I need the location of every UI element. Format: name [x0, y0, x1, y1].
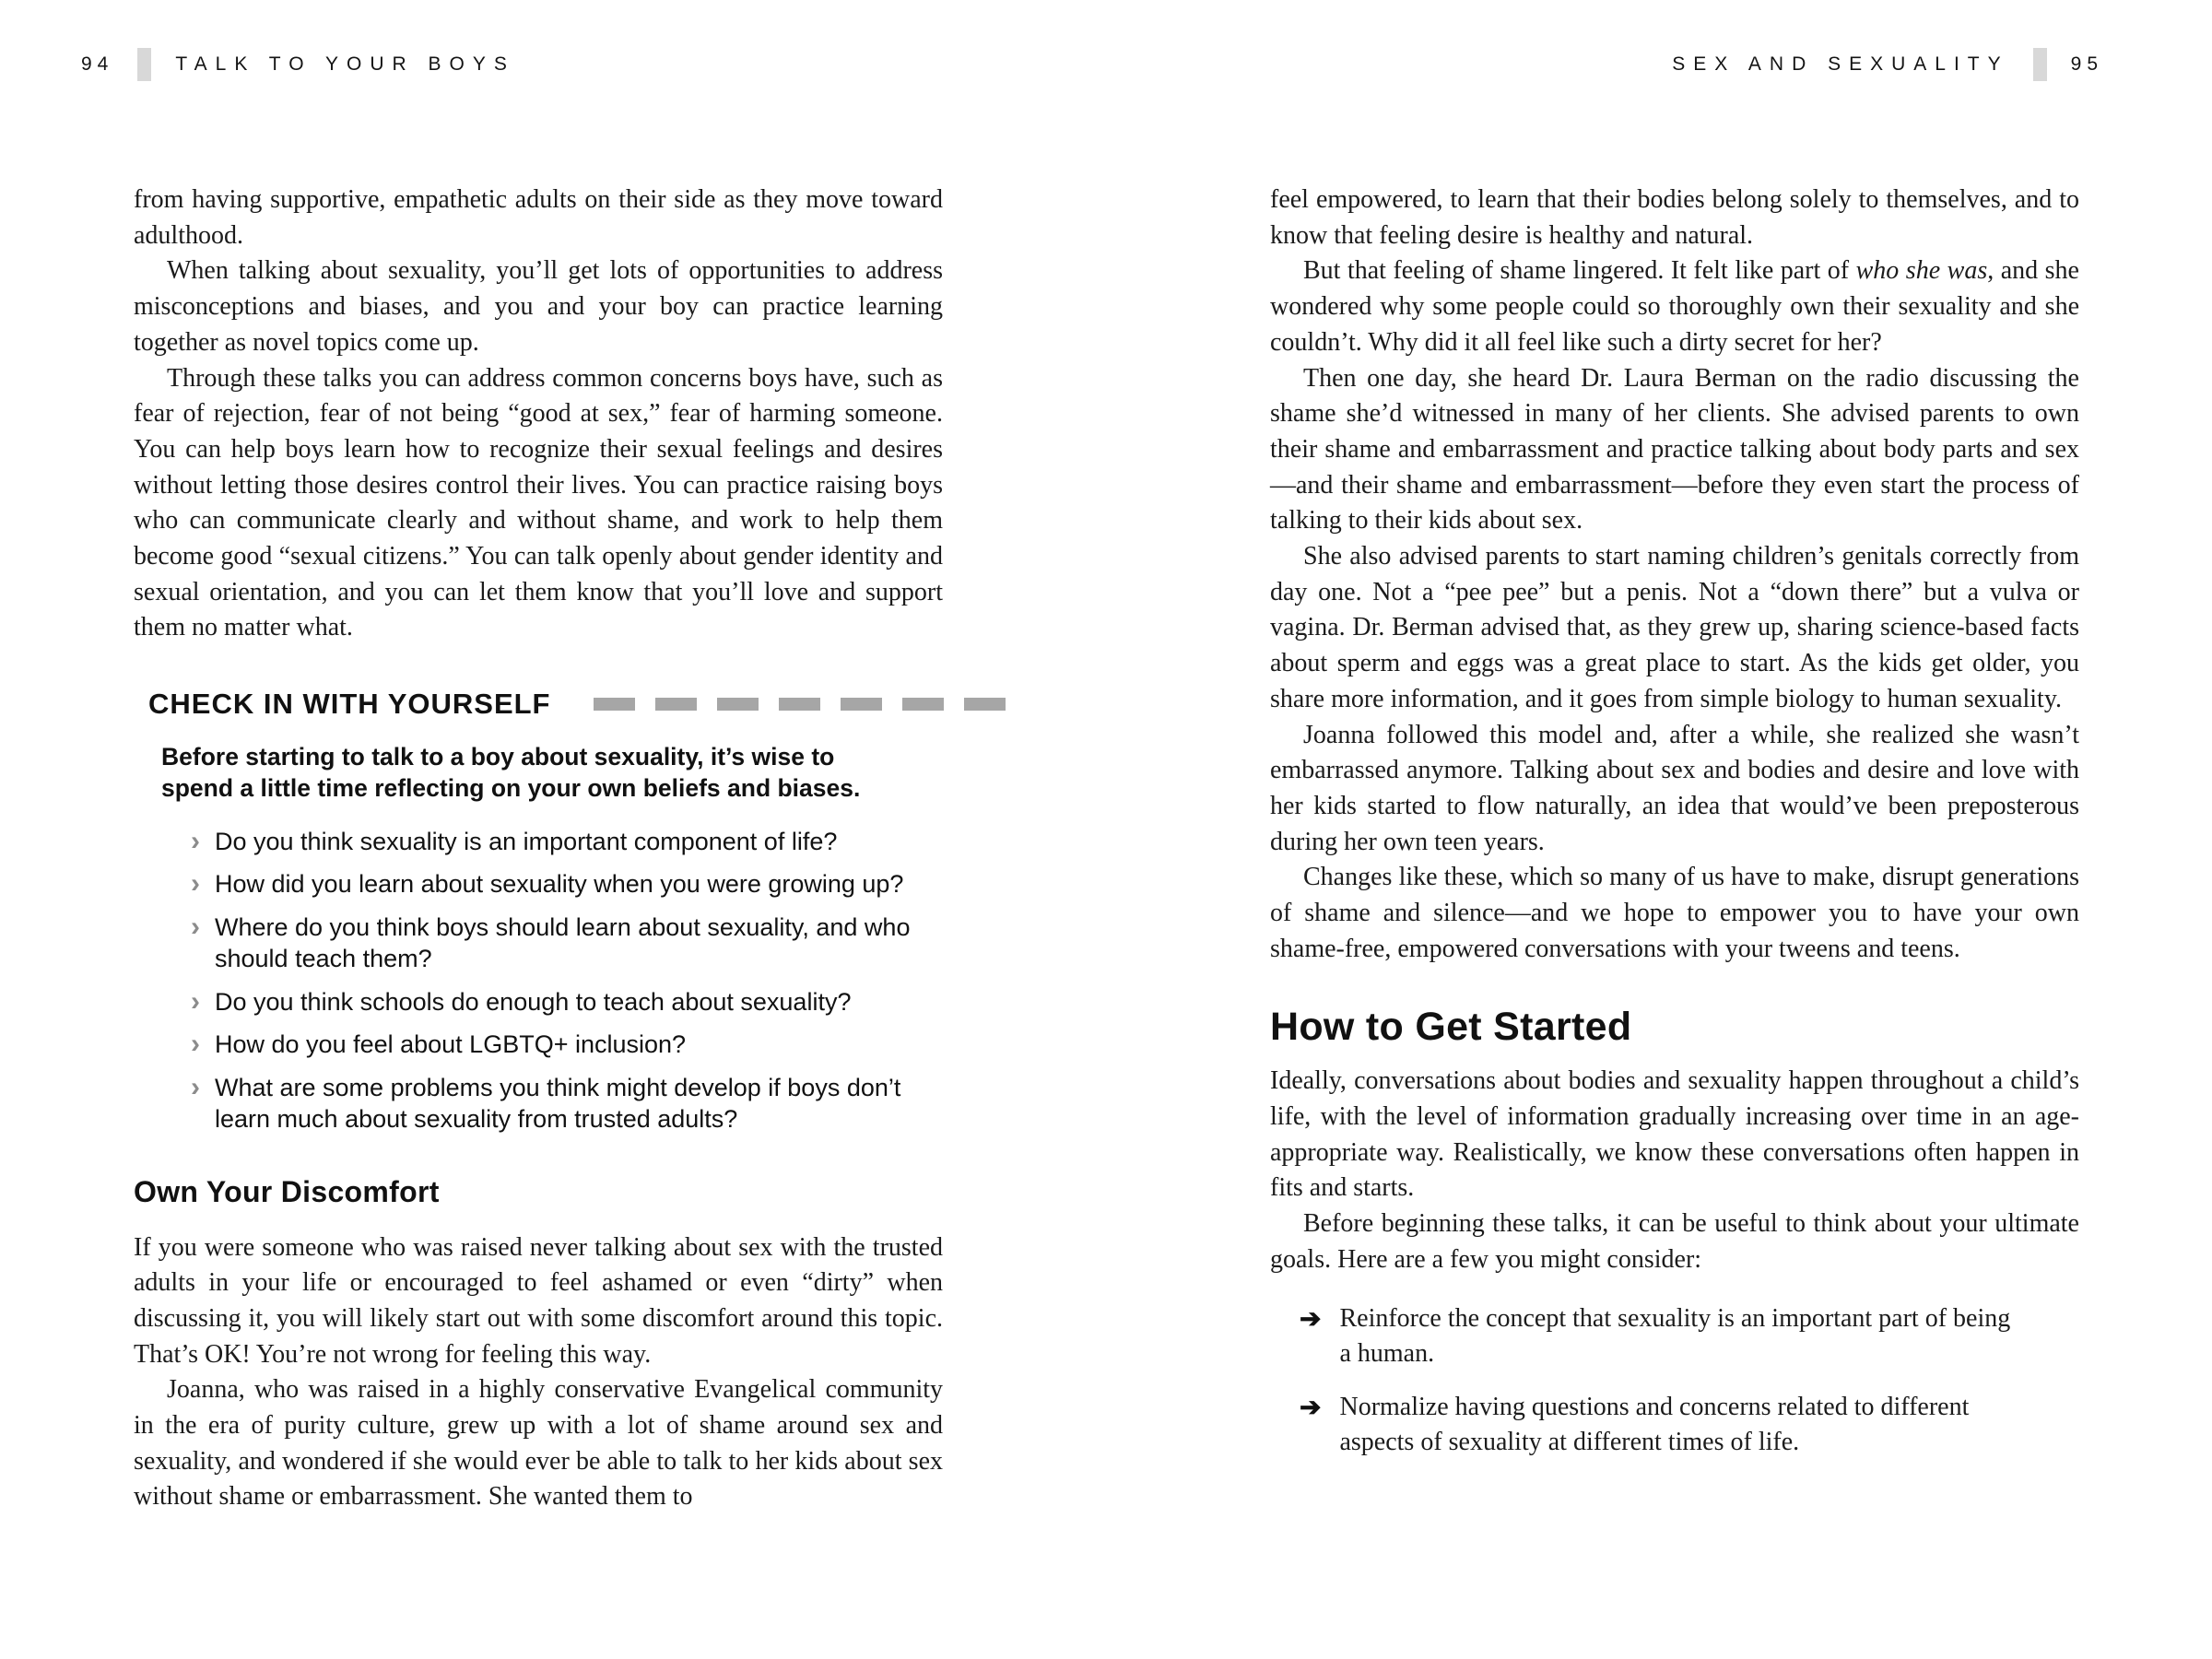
header-bar-right — [2033, 48, 2047, 81]
dash-decoration — [594, 698, 635, 711]
paragraph: She also advised parents to start naming children’s genitals correctly from day one. Not a “pee pee” but a penis. Not a “down there” but a vulva or vagina. Dr. Berman advised that, as they grew up, sharing science-based facts about sperm and eggs was a great place to start. As the kids get older, you share more information, and it goes from simple biology to human sexuality. — [1270, 542, 2079, 713]
paragraph: Joanna, who was raised in a highly conservative Evangelical community in the era of purity culture, grew up with a lot of shame around sex and sexuality, and wondered if she would ever be able to talk to her kids about sex without shame or embarrassment. She wanted them to — [134, 1375, 943, 1512]
dash-decoration — [655, 698, 697, 711]
chevron-bullet-icon: › — [191, 1071, 200, 1102]
chevron-bullet-icon: › — [191, 1029, 200, 1060]
check-in-callout — [134, 687, 943, 1135]
dash-decoration — [717, 698, 759, 711]
running-head-right — [1672, 48, 2103, 81]
chevron-bullet-icon: › — [191, 825, 200, 856]
list-item — [1300, 1301, 2018, 1371]
list-item — [191, 912, 919, 975]
dash-decoration — [841, 698, 882, 711]
paragraph: Through these talks you can address common concerns boys have, such as fear of rejection, fear of not being “good at sex,” fear of harming someone. You can help boys learn how to recognize their sexual feelings and desires without letting those desires control their lives. You can practice raising boys who can communicate clearly and without shame, and work to help them become good “sexual citizens.” You can talk openly about gender identity and sexual orientation, and you can let them know that you’ll love and support them no matter what. — [134, 363, 943, 642]
list-item — [191, 986, 919, 1018]
list-item — [1300, 1390, 2018, 1460]
header-bar-left — [137, 48, 151, 81]
question-text: Do you think schools do enough to teach about sexuality? — [215, 987, 852, 1016]
page-right — [1106, 0, 2212, 1659]
section-heading-how-to-get-started: How to Get Started — [1270, 1005, 1632, 1050]
question-list — [191, 826, 943, 1135]
paragraph: Before beginning these talks, it can be useful to think about your ultimate goals. Here are a few you might consider: — [1270, 1208, 2079, 1274]
section-heading-own-your-discomfort: Own Your Discomfort — [134, 1174, 440, 1208]
question-text: How did you learn about sexuality when you were growing up? — [215, 870, 904, 899]
paragraph: Joanna followed this model and, after a while, she realized she wasn’t embarrassed anymore. Talking about sex and bodies and desire and love with her kids started to flow naturally, an idea that would’ve been preposterous during her own teen years. — [1270, 720, 2079, 856]
paragraph-text: , and she wondered why some people could so thoroughly own their sexuality and she couldn’t. Why did it all feel like such a dirty secret for her? — [1270, 256, 2079, 357]
paragraph: from having supportive, empathetic adults on their side as they move toward adulthood. — [134, 185, 943, 250]
list-item — [191, 826, 919, 858]
check-in-heading: CHECK IN WITH YOURSELF — [148, 688, 551, 721]
page-number-left: 94 — [81, 53, 114, 75]
text-column-left — [134, 182, 943, 1515]
question-text: How do you feel about LGBTQ+ inclusion? — [215, 1030, 687, 1059]
paragraph: When talking about sexuality, you’ll get lots of opportunities to address misconceptions and biases, and you and your boy can practice learning together as novel topics come up. — [134, 256, 943, 357]
italic-phrase: who she was — [1855, 256, 1988, 286]
question-text: Do you think sexuality is an important component of life? — [215, 827, 838, 855]
question-text: What are some problems you think might develop if boys don’t learn much about sexuality from trusted adults? — [215, 1073, 901, 1134]
chevron-bullet-icon: › — [191, 868, 200, 900]
chevron-bullet-icon: › — [191, 911, 200, 942]
paragraph: Ideally, conversations about bodies and sexuality happen throughout a child’s life, with the level of information gradually increasing over time in an age-appropriate way. Realistically, we know these conversations often happen in fits and starts. — [1270, 1066, 2079, 1203]
dash-decoration-row — [573, 698, 1006, 711]
paragraph — [1270, 253, 2079, 360]
goal-text: Normalize having questions and concerns related to different aspects of sexuality at different times of life. — [1339, 1393, 1970, 1457]
running-head-title-left: TALK TO YOUR BOYS — [175, 53, 515, 75]
list-item — [191, 868, 919, 900]
arrow-bullet-icon: ➔ — [1300, 1304, 1322, 1334]
check-in-heading-row — [148, 687, 943, 723]
paragraph: Then one day, she heard Dr. Laura Berman on the radio discussing the shame she’d witnessed in many of her clients. She advised parents to own their shame and embarrassment and practice talking about body parts and sex—and their shame and embarrassment—before they even start the process of talking to their kids about sex. — [1270, 363, 2079, 535]
question-text: Where do you think boys should learn about sexuality, and who should teach them? — [215, 912, 911, 973]
chevron-bullet-icon: › — [191, 985, 200, 1017]
paragraph: Changes like these, which so many of us have to make, disrupt generations of shame and silence—and we hope to empower you to have your own shame-free, empowered conversations with your tweens and teens. — [1270, 863, 2079, 963]
running-head-left — [81, 48, 515, 81]
dash-decoration — [779, 698, 820, 711]
list-item — [191, 1029, 919, 1061]
check-in-intro: Before starting to talk to a boy about sexuality, it’s wise to spend a little time reflecting on your own beliefs and biases. — [161, 742, 861, 802]
paragraph: If you were someone who was raised never talking about sex with the trusted adults in your life or encouraged to feel ashamed or even “dirty” when discussing it, you will likely start out with some discomfort around this topic. That’s OK! You’re not wrong for feeling this way. — [134, 1232, 943, 1369]
goal-text: Reinforce the concept that sexuality is an important part of being a human. — [1339, 1304, 2011, 1369]
dash-decoration — [902, 698, 944, 711]
paragraph-text: But that feeling of shame lingered. It felt like part of — [1303, 256, 1856, 286]
page-number-right: 95 — [2070, 53, 2103, 75]
running-head-title-right: SEX AND SEXUALITY — [1672, 53, 2009, 75]
text-column-right — [1270, 182, 2079, 1478]
dash-decoration — [964, 698, 1006, 711]
paragraph: feel empowered, to learn that their bodies belong solely to themselves, and to know that feeling desire is healthy and natural. — [1270, 185, 2079, 250]
arrow-bullet-icon: ➔ — [1300, 1393, 1322, 1422]
list-item — [191, 1072, 919, 1135]
goal-list — [1300, 1301, 2079, 1460]
